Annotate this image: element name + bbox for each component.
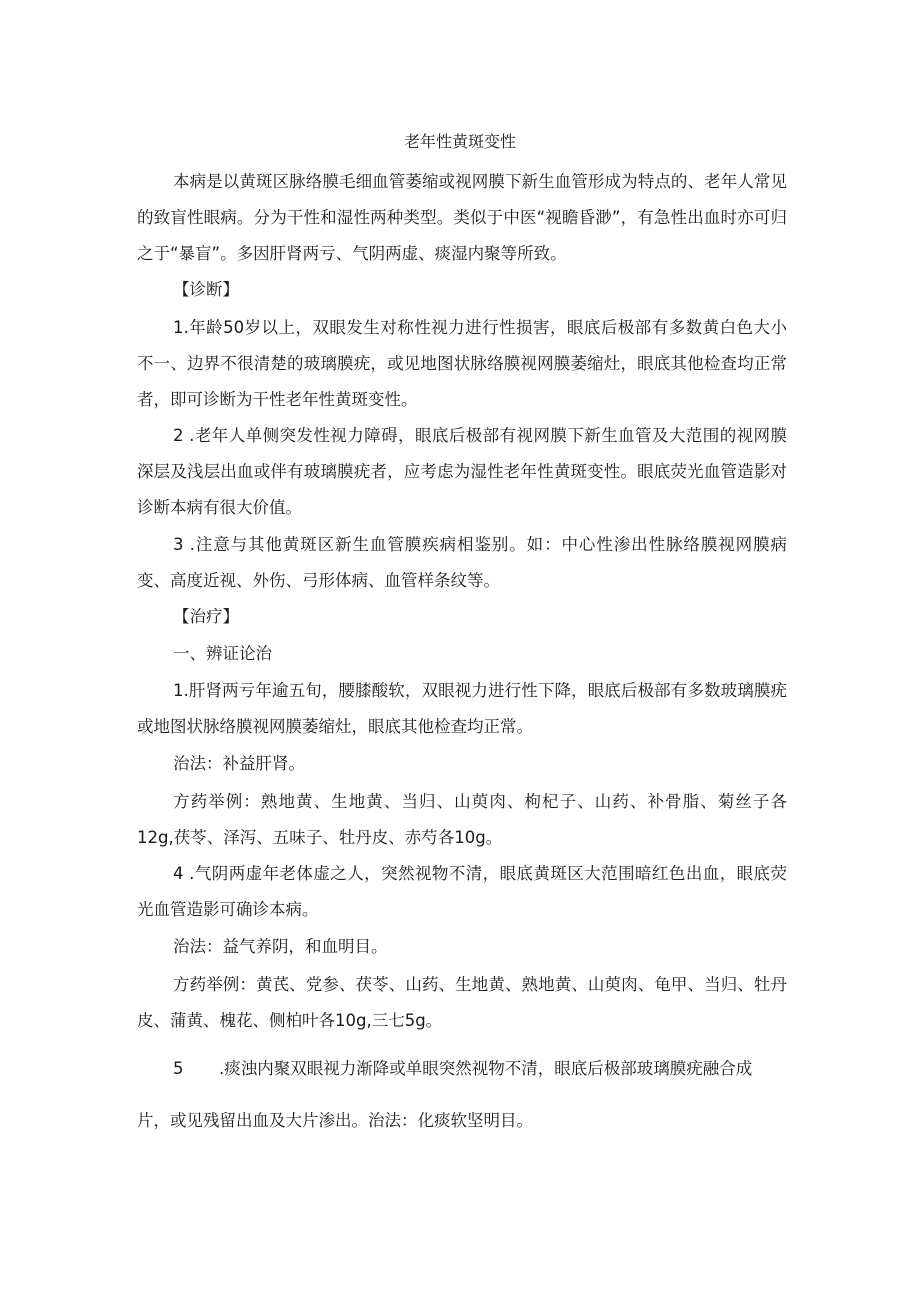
treatment-item-5-text: .痰浊内聚双眼视力渐降或单眼突然视物不清，眼底后极部玻璃膜疣融合成	[219, 1059, 753, 1078]
treatment-item-5-line-2: 片，或见残留出血及大片渗出。治法：化痰软坚明目。	[137, 1111, 533, 1130]
intro-paragraph: 本病是以黄斑区脉络膜毛细血管萎缩或视网膜下新生血管形成为特点的、老年人常见的致盲性眼病。分为干性和湿性两种类型。类似于中医“视瞻昏渺”，有急性出血时亦可归之于“暴盲”。多因肝肾两亏、气阴两虚、痰湿内聚等所致。	[137, 172, 787, 263]
diagnosis-heading: 【诊断】	[173, 280, 239, 299]
diagnosis-item-2: 2 .老年人单侧突发性视力障碍，眼底后极部有视网膜下新生血管及大范围的视网膜深层及浅层出血或伴有玻璃膜疣者，应考虑为湿性老年性黄斑变性。眼底荧光血管造影对诊断本病有很大价值。	[137, 426, 787, 517]
treatment-item-4-method: 治法：益气养阴，和血明目。	[173, 937, 388, 956]
treatment-item-4: 4 .气阴两虚年老体虚之人，突然视物不清，眼底黄斑区大范围暗红色出血，眼底荧光血管造影可确诊本病。	[137, 864, 787, 919]
treatment-item-5-number: 5	[173, 1059, 184, 1078]
treatment-item-1: 1.肝肾两亏年逾五旬，腰膝酸软，双眼视力进行性下降，眼底后极部有多数玻璃膜疣或地图状脉络膜视网膜萎缩灶，眼底其他检查均正常。	[137, 681, 787, 736]
diagnosis-item-1: 1.年龄50岁以上，双眼发生对称性视力进行性损害，眼底后极部有多数黄白色大小不一、边界不很清楚的玻璃膜疣，或见地图状脉络膜视网膜萎缩灶，眼底其他检查均正常者，即可诊断为干性老年性黄斑变性。	[137, 318, 787, 409]
treatment-item-1-recipe: 方药举例：熟地黄、生地黄、当归、山萸肉、枸杞子、山药、补骨脂、菊丝子各12g,茯苓、泽泻、五味子、牡丹皮、赤芍各10g。	[137, 792, 787, 847]
document-title: 老年性黄斑变性	[403, 132, 516, 151]
treatment-item-1-method: 治法：补益肝肾。	[173, 754, 305, 773]
treatment-sub-heading: 一、辨证论治	[173, 644, 272, 663]
treatment-heading: 【治疗】	[173, 607, 239, 626]
treatment-item-4-recipe: 方药举例：黄芪、党参、茯苓、山药、生地黄、熟地黄、山萸肉、龟甲、当归、牡丹皮、蒲黄、槐花、侧柏叶各10g,三七5g。	[137, 975, 787, 1030]
treatment-item-5-line-1	[173, 1057, 752, 1081]
diagnosis-item-3: 3 .注意与其他黄斑区新生血管膜疾病相鉴别。如：中心性渗出性脉络膜视网膜病变、高度近视、外伤、弓形体病、血管样条纹等。	[137, 535, 787, 590]
